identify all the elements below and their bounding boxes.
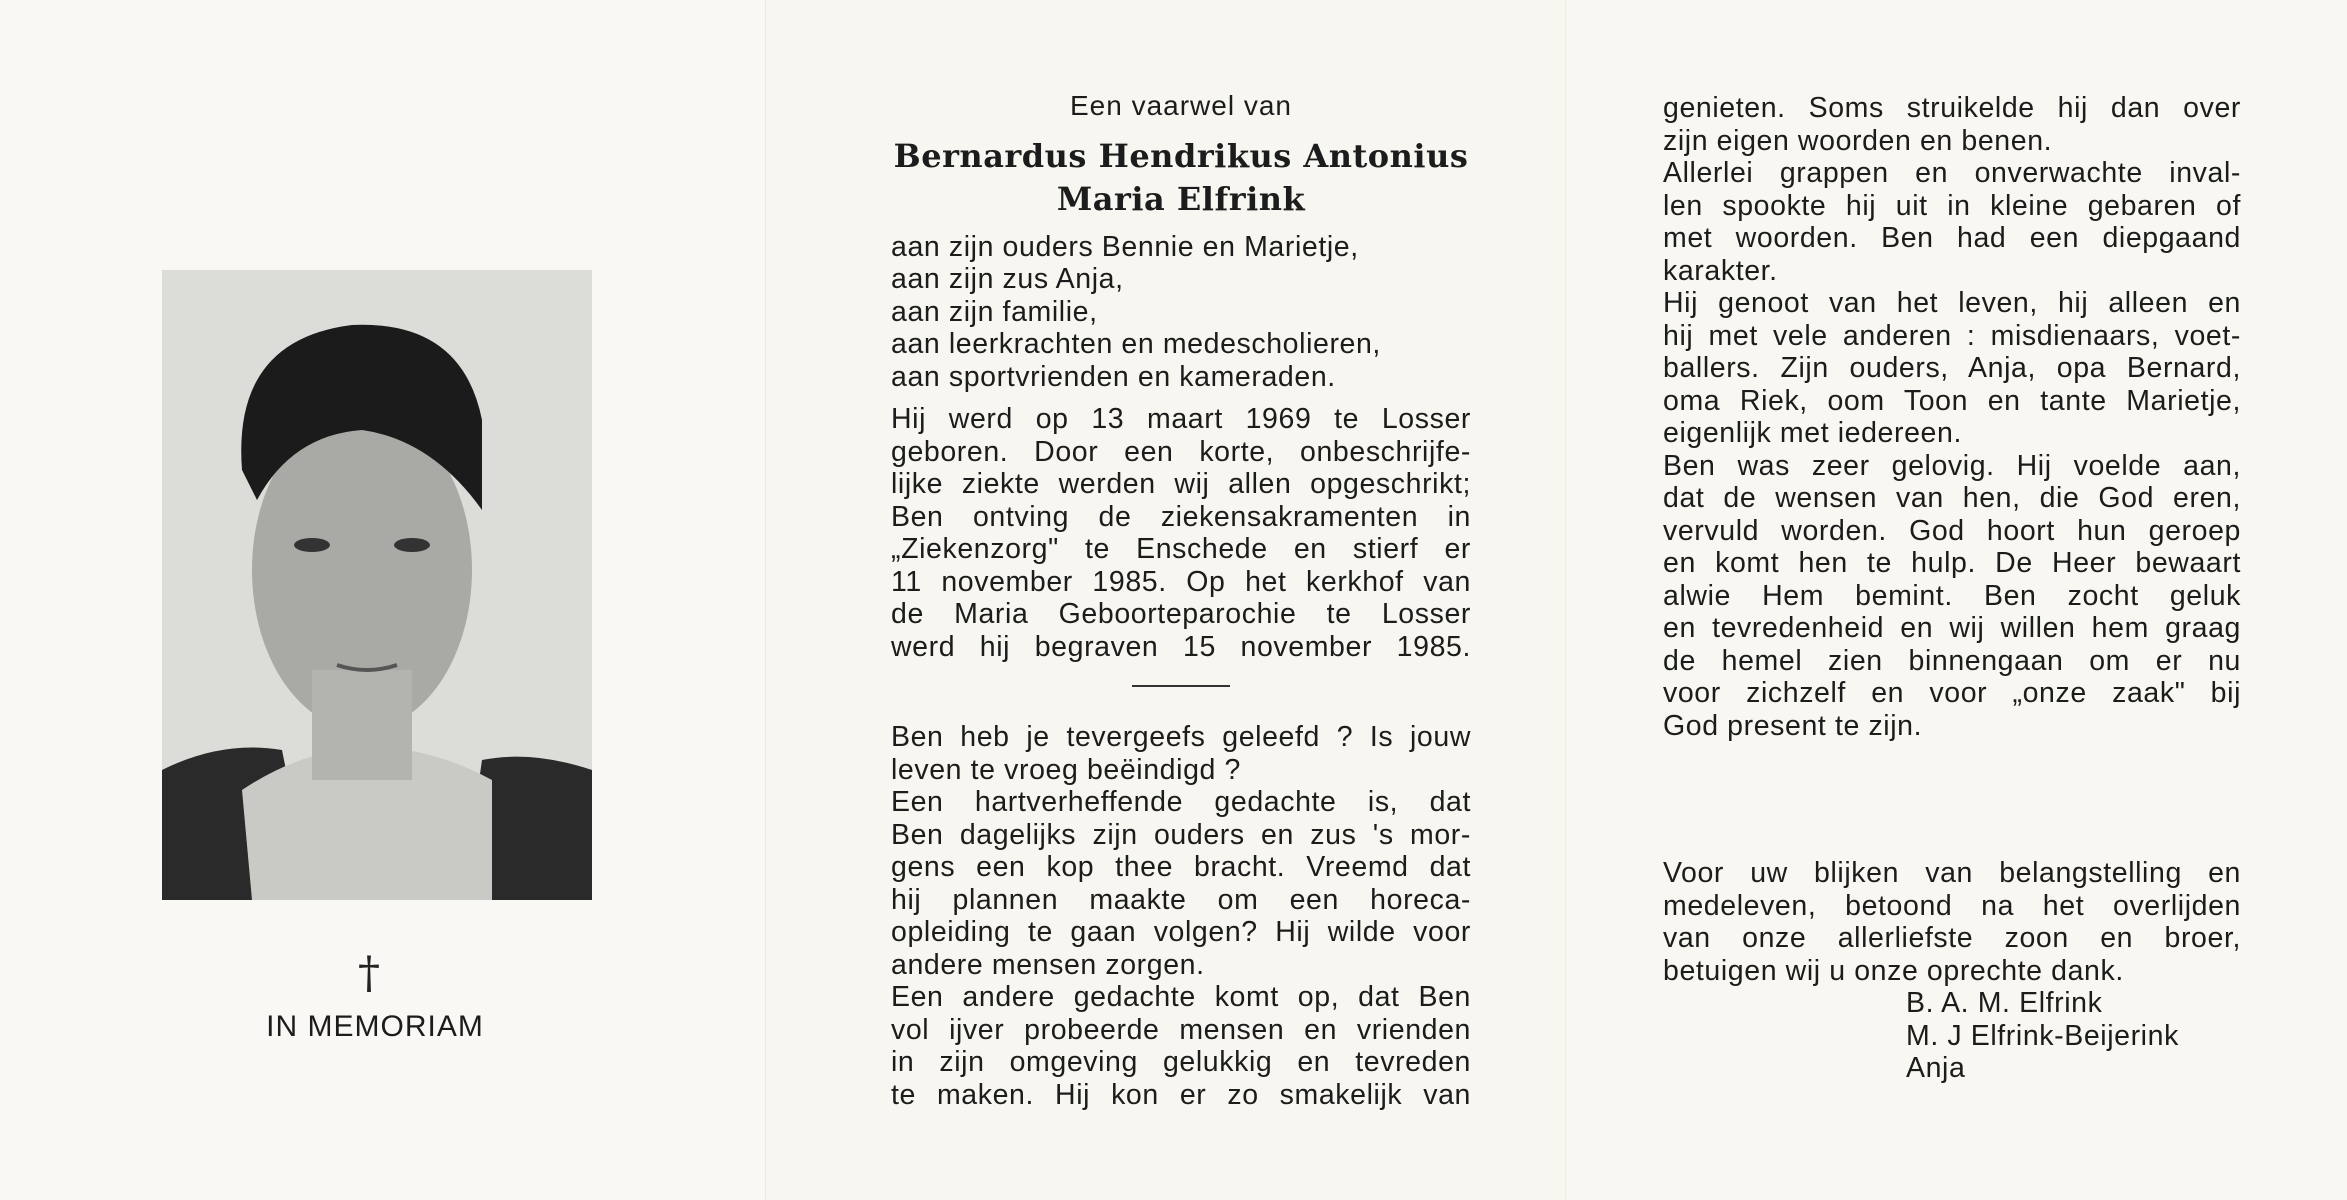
signature-line: B. A. M. Elfrink: [1906, 987, 2103, 1019]
continuation-line: Hij genoot van het leven, hij alleen en: [1663, 287, 2241, 319]
dedication-line: aan zijn familie,: [891, 295, 1098, 328]
reflection-line: gens een kop thee bracht. Vreemd dat: [891, 851, 1471, 883]
reflection-line: leven te vroeg beëindigd ?: [891, 753, 1241, 786]
continuation-line: ballers. Zijn ouders, Anja, opa Bernard,: [1663, 352, 2241, 384]
reflection-line: hij plannen maakte om een horeca-: [891, 883, 1471, 916]
continuation-line: len spookte hij uit in kleine gebaren of: [1663, 189, 2241, 222]
deceased-name-line: Bernardus Hendrikus Antonius: [893, 136, 1469, 175]
middle-column: [891, 90, 1471, 1111]
reflection-line: in zijn omgeving gelukkig en tevreden: [891, 1046, 1471, 1078]
biography-line: werd hij begraven 15 november 1985.: [891, 630, 1471, 663]
reflection-line: vol ijver probeerde mensen en vrienden: [891, 1013, 1471, 1046]
reflection-line: opleiding te gaan volgen? Hij wilde voor: [891, 916, 1471, 948]
biography-line: de Maria Geboorteparochie te Losser: [891, 598, 1471, 630]
dedication-line: aan sportvrienden en kameraden.: [891, 360, 1336, 393]
thanks-line: medeleven, betoond na het overlijden: [1663, 889, 2241, 922]
middle-panel: [765, 0, 1566, 1200]
in-memoriam-caption: IN MEMORIAM: [266, 1010, 484, 1043]
dedication-list: [891, 231, 1471, 394]
continuation-line: Allerlei grappen en onverwachte inval-: [1663, 157, 2241, 189]
continuation-line: en komt hen te hulp. De Heer bewaart: [1663, 547, 2241, 579]
continuation-line: karakter.: [1663, 254, 1778, 287]
dedication-line: aan zijn zus Anja,: [891, 263, 1124, 295]
thanks-line: Voor uw blijken van belangstelling en: [1663, 857, 2241, 889]
reflection-line: Ben dagelijks zijn ouders en zus 's mor-: [891, 818, 1471, 851]
continuation-line: de hemel zien binnengaan om er nu: [1663, 644, 2241, 677]
portrait-photo: [162, 270, 592, 900]
signature-line: Anja: [1906, 1052, 1966, 1084]
continuation-line: alwie Hem bemint. Ben zocht geluk: [1663, 579, 2241, 612]
biography-line: geboren. Door een korte, onbeschrijfe-: [891, 435, 1471, 468]
continuation-line: Ben was zeer gelovig. Hij voelde aan,: [1663, 449, 2241, 482]
continuation-line: met woorden. Ben had een diepgaand: [1663, 222, 2241, 254]
continuation-paragraph: [1663, 92, 2241, 742]
continuation-line: God present te zijn.: [1663, 709, 1923, 742]
signatures: [1663, 987, 2241, 1085]
cross-icon: †: [358, 948, 380, 999]
reflection-line: Een andere gedachte komt op, dat Ben: [891, 981, 1471, 1013]
biography-line: 11 november 1985. Op het kerkhof van: [891, 565, 1471, 598]
biography-line: Hij werd op 13 maart 1969 te Losser: [891, 403, 1471, 435]
right-panel: [1565, 0, 2347, 1200]
signature-line: M. J Elfrink-Beijerink: [1906, 1019, 2179, 1052]
continuation-line: hij met vele anderen : misdienaars, voet-: [1663, 319, 2241, 352]
thanks-line: betuigen wij u onze oprechte dank.: [1663, 954, 2124, 987]
thanks-paragraph: [1663, 857, 2241, 987]
divider: [1132, 685, 1230, 687]
reflection-paragraph: [891, 721, 1471, 1111]
continuation-line: zijn eigen woorden en benen.: [1663, 124, 2053, 157]
continuation-line: vervuld worden. God hoort hun geroep: [1663, 514, 2241, 547]
continuation-line: genieten. Soms struikelde hij dan over: [1663, 92, 2241, 124]
biography-line: „Ziekenzorg" te Enschede en stierf er: [891, 533, 1471, 565]
continuation-line: oma Riek, oom Toon en tante Marietje,: [1663, 384, 2241, 417]
thanks-line: van onze allerliefste zoon en broer,: [1663, 922, 2241, 954]
photo-panel: [0, 0, 765, 1200]
farewell-intro: Een vaarwel van: [1069, 90, 1292, 121]
continuation-line: eigenlijk met iedereen.: [1663, 417, 1962, 449]
dedication-line: aan zijn ouders Bennie en Marietje,: [891, 230, 1359, 263]
reflection-line: Ben heb je tevergeefs geleefd ? Is jouw: [891, 721, 1471, 753]
continuation-line: dat de wensen van hen, die God eren,: [1663, 482, 2241, 514]
continuation-line: en tevredenheid en wij willen hem graag: [1663, 612, 2241, 644]
reflection-line: andere mensen zorgen.: [891, 948, 1205, 981]
reflection-line: te maken. Hij kon er zo smakelijk van: [891, 1078, 1471, 1111]
right-column: [1663, 92, 2241, 1085]
biography-paragraph: [891, 403, 1471, 663]
dedication-line: aan leerkrachten en medescholieren,: [891, 328, 1381, 360]
reflection-line: Een hartverheffende gedachte is, dat: [891, 786, 1471, 818]
biography-line: lijke ziekte werden wij allen opgeschrikt;: [891, 468, 1471, 500]
biography-line: Ben ontving de ziekensakramenten in: [891, 500, 1471, 533]
deceased-name-line: Maria Elfrink: [1056, 179, 1306, 218]
continuation-line: voor zichzelf en voor „onze zaak" bij: [1663, 677, 2241, 709]
